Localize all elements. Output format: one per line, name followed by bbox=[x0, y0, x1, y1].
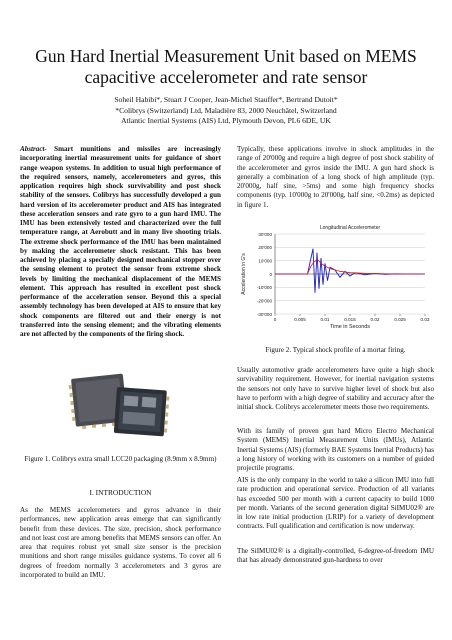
section-heading-introduction: I. INTRODUCTION bbox=[89, 488, 152, 497]
abstract-label: Abstract- bbox=[20, 145, 47, 153]
x-tick-label: 0.03 bbox=[420, 317, 430, 322]
affiliation-colibrys: *Colibrys (Switzerland) Ltd, Maladière 83, 2000 Neuchâtel, Switzerland bbox=[115, 105, 337, 115]
figure-1-caption: Figure 1. Colibrys extra small LCC20 packaging (8.9mm x 8.9mm) bbox=[24, 455, 217, 463]
y-tick-label: 0 bbox=[269, 271, 272, 277]
abstract-paragraph bbox=[20, 145, 221, 339]
right-paragraph-4: AIS is the only company in the world to take a silicon IMU into full rate production and operational service. Production of all variants has exceeded 500 per month with a current capacity to build 1000 per month. Variants of the second generation digital SiIMU02® are in low rate initial production (LRIP) for a variety of development contracts. Full qualification and certification is now underway. bbox=[237, 476, 434, 531]
y-tick-label: 20'000 bbox=[258, 245, 272, 251]
author-block bbox=[30, 95, 422, 127]
x-tick-label: 0.025 bbox=[394, 317, 406, 322]
abstract-text: Smart munitions and missiles are increasingly incorporating inertial measurement units for guidance of short range weapon systems. In addition to usual high performance of the required sensors, namely, accelerometers and gyros, this application requires high shock survivability and post shock stability of the sensors. Colibrys has successfully developed a gun hard version of its accelerometer product and AIS has integrated these acceleration sensors and rate gyro to a gun hard IMU. The IMU has been extensively tested and characterized over the full temperature range, at Aerobutt and in many live shooting trials. The extreme shock performance of the IMU has been maintained by making the accelerometer shock resistant. This has been achieved by placing a specially designed mechanical stopper over the sensing element to protect the sensor from extreme shock levels by limiting the mechanical displacement of the MEMS element. This approach has resulted in excellent post shock performance of the acceleration sensor. Beyond this a special assembly technology has been developed at AIS to ensure that key shock components are filtered out and their energy is not transferred into the sensing element; and the vibrating elements are not affected by the components of the firing shock. bbox=[20, 145, 221, 338]
right-paragraph-3: With its family of proven gun hard Micro Electro Mechanical System (MEMS) Inertial Measurement Units (IMUs), Atlantic Inertial Systems (AIS) (formerly BAE Systems Inertial Products) has a long history of working with its customers on a number of guided projectile programs. bbox=[237, 427, 434, 472]
x-tick-label: 0.01 bbox=[320, 317, 330, 322]
intro-paragraph: As the MEMS accelerometers and gyros advance in their performances, new application areas emerge that can significantly benefit from these devices. The size, precision, shock performance and not least cost are among benefits that MEMS sensors can offer. An area that requires robust yet small size sensor is the precision munitions and short range missiles guidance systems. To cover all 6 degrees of freedom normally 3 accelerometers and 3 gyros are incorporated to build an IMU. bbox=[20, 506, 222, 579]
shock-profile-chart bbox=[237, 220, 434, 340]
lcc20-package-photo-icon bbox=[61, 365, 181, 447]
y-tick-label: 30'000 bbox=[258, 231, 272, 237]
introduction-text bbox=[20, 506, 221, 580]
right-paragraph-block-2 bbox=[237, 366, 434, 412]
y-axis-label: Acceleration in G's bbox=[241, 253, 247, 295]
x-tick-label: 0.02 bbox=[370, 317, 380, 322]
x-tick-label: 0.015 bbox=[344, 317, 356, 322]
y-tick-label: -30'000 bbox=[256, 311, 272, 317]
x-tick-label: 0 bbox=[273, 317, 277, 322]
chart-svg bbox=[237, 220, 434, 340]
x-tick-label: 0.005 bbox=[294, 317, 306, 322]
right-paragraph-5: The SiIMU02® is a digitally-controlled, 6-degree-of-freedom IMU that has already demonstrated gun-hardness to over bbox=[237, 547, 434, 565]
affiliation-ais: Atlantic Inertial Systems (AIS) Ltd, Plymouth Devon, PL6 6DE, UK bbox=[121, 116, 331, 125]
right-paragraph-block-4 bbox=[237, 476, 434, 532]
right-paragraph-1: Typically, these applications involve in shock amplitudes in the range of 20'000g and require a high degree of post shock stability of the accelerometer and gyros inside the IMU. A gun hard shock is generally a combination of a long shock of high amplitude (typ. 20'000g, half sine, >5ms) and some high frequency shocks components (typ. 10'000g to 20'000g, half sine, <0.2ms) as depicted in figure 1. bbox=[237, 145, 434, 209]
right-column-intro bbox=[237, 145, 434, 210]
chart-title: Longitudinal Accelerometer bbox=[319, 225, 381, 231]
y-tick-label: -10'000 bbox=[256, 285, 272, 291]
right-paragraph-block-3 bbox=[237, 427, 434, 473]
right-paragraph-2: Usually automotive grade accelerometers have quite a high shock survivability requirement. However, for inertial navigation systems the sensors not only have to survive higher level of shock but also have to perform with a high degree of stability and accuracy after the initial shock. Colibrys accelerometer meets those two requirements. bbox=[237, 366, 434, 411]
x-axis-label: Time in Seconds bbox=[330, 324, 370, 330]
abstract bbox=[20, 145, 221, 339]
series-line-1 bbox=[275, 249, 425, 293]
figure-2-caption: Figure 2. Typical shock profile of a mortar firing. bbox=[265, 346, 406, 354]
paper-title: Gun Hard Inertial Measurement Unit based on MEMS capacitive accelerometer and rate sensor bbox=[35, 46, 417, 87]
y-tick-label: -20'000 bbox=[256, 298, 272, 304]
y-tick-label: 10'000 bbox=[258, 258, 272, 264]
figure-1 bbox=[20, 365, 221, 447]
series-line-2 bbox=[275, 259, 425, 274]
author-list: Soheil Habibi*, Stuart J Cooper, Jean-Michel Stauffer*, Bertrand Dutoit* bbox=[114, 95, 338, 104]
right-paragraph-block-5 bbox=[237, 547, 434, 566]
